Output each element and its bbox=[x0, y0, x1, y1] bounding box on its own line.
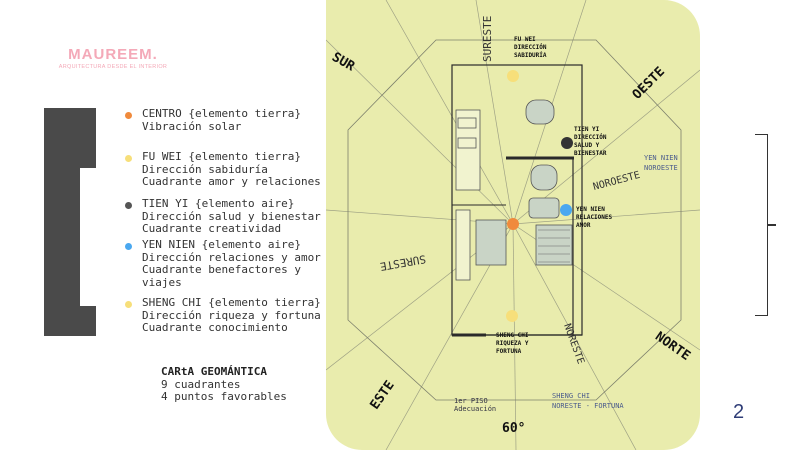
logo bbox=[48, 47, 178, 71]
house-walls bbox=[452, 65, 582, 335]
right-bracket-tick bbox=[768, 224, 776, 226]
sheng-chi-label bbox=[496, 332, 529, 355]
left-bracket-inner bbox=[80, 168, 104, 306]
tien-yi-label bbox=[574, 126, 607, 157]
point-label-line: YEN NIEN bbox=[576, 206, 605, 213]
legend-item-sheng-chi bbox=[124, 297, 321, 335]
hand-note: SHENG CHI bbox=[552, 392, 590, 400]
fu-wei-label bbox=[514, 36, 547, 59]
point-label-line: FU WEI bbox=[514, 36, 536, 43]
legend-line: viajes bbox=[142, 275, 182, 289]
degree-label: 60° bbox=[502, 421, 526, 436]
logo-tagline: ARQUITECTURA DESDE EL INTERIOR bbox=[58, 64, 168, 70]
sheng-chi-dot bbox=[506, 310, 518, 322]
floor-plan-drawing bbox=[326, 0, 700, 450]
legend-item-centro bbox=[124, 108, 301, 133]
point-label-line: RELACIONES bbox=[576, 214, 613, 221]
hand-note: NORESTE - FORTUNA bbox=[552, 402, 624, 410]
point-label-line: RIQUEZA Y bbox=[496, 340, 529, 347]
label-noreste: NORESTE bbox=[561, 322, 586, 366]
legend-line: Cuadrante creatividad bbox=[142, 222, 282, 235]
legend-line: FU WEI {elemento tierra} bbox=[142, 150, 301, 163]
logo-name: MAUREEM. bbox=[68, 46, 158, 63]
label-sur: SUR bbox=[329, 49, 358, 75]
legend-item-yen-nien bbox=[124, 239, 321, 289]
carta-title: CARtA GEOMÁNTICA bbox=[161, 365, 267, 378]
legend-line: Vibración solar bbox=[142, 119, 242, 133]
point-label-line: SABIDURÍA bbox=[514, 52, 547, 59]
yen-nien-label bbox=[576, 206, 613, 229]
fu-wei-dot bbox=[507, 70, 519, 82]
hand-note: NOROESTE bbox=[644, 164, 678, 172]
handwritten-notes bbox=[552, 154, 678, 410]
page-number: 2 bbox=[733, 401, 745, 423]
point-label-line: FORTUNA bbox=[496, 348, 522, 355]
legend-line: CENTRO {elemento tierra} bbox=[142, 107, 301, 120]
label-sureste-left: SURESTE bbox=[378, 252, 427, 273]
tien-yi-dot bbox=[561, 137, 573, 149]
point-label-line: AMOR bbox=[576, 222, 591, 229]
floor-label bbox=[454, 397, 496, 413]
point-label-line: DIRECCIÓN bbox=[574, 134, 607, 141]
legend-line: SHENG CHI {elemento tierra} bbox=[142, 296, 321, 309]
label-noroeste: NOROESTE bbox=[591, 169, 642, 193]
point-label-line: TIEN YI bbox=[574, 126, 600, 133]
point-label-line: SALUD Y bbox=[574, 142, 600, 149]
point-label-line: BIENESTAR bbox=[574, 150, 607, 157]
right-bracket-decoration bbox=[755, 134, 768, 316]
yen-nien-dot bbox=[560, 204, 572, 216]
point-label-line: SHENG CHI bbox=[496, 332, 529, 339]
legend-line: Dirección sabiduría bbox=[142, 162, 268, 176]
carta-line: 4 puntos favorables bbox=[161, 390, 287, 403]
orange-dot-icon bbox=[125, 112, 132, 119]
legend-line: YEN NIEN {elemento aire} bbox=[142, 238, 301, 251]
label-sureste-top: SURESTE bbox=[481, 15, 494, 62]
label-oeste: OESTE bbox=[629, 64, 669, 103]
yellow-dot-icon bbox=[125, 301, 132, 308]
centro-dot bbox=[507, 218, 519, 230]
legend-line: Cuadrante benefactores y bbox=[142, 263, 301, 276]
legend-line: Cuadrante amor y relaciones bbox=[142, 175, 321, 188]
point-label-line: DIRECCIÓN bbox=[514, 44, 547, 51]
hand-note: YEN NIEN bbox=[644, 154, 678, 162]
blue-dot-icon bbox=[125, 243, 132, 250]
legend-item-fu-wei bbox=[124, 151, 321, 189]
legend-line: Dirección riqueza y fortuna bbox=[142, 308, 321, 322]
floor-plan-image bbox=[326, 0, 700, 450]
legend-line: Cuadrante conocimiento bbox=[142, 321, 288, 334]
floor-label-line: 1er PISO bbox=[454, 397, 488, 405]
yellow-dot-icon bbox=[125, 155, 132, 162]
label-norte: NORTE bbox=[652, 329, 693, 364]
legend-line: TIEN YI {elemento aire} bbox=[142, 197, 295, 210]
grey-dot-icon bbox=[125, 202, 132, 209]
legend-line: Dirección salud y bienestar bbox=[142, 209, 321, 223]
floor-label-line: Adecuación bbox=[454, 405, 497, 413]
furniture bbox=[476, 100, 572, 265]
legend-item-tien-yi bbox=[124, 198, 321, 236]
carta-geomantica bbox=[161, 366, 287, 404]
label-este: ESTE bbox=[367, 378, 398, 413]
carta-line: 9 cuadrantes bbox=[161, 377, 241, 391]
legend-line: Dirección relaciones y amor bbox=[142, 250, 321, 264]
